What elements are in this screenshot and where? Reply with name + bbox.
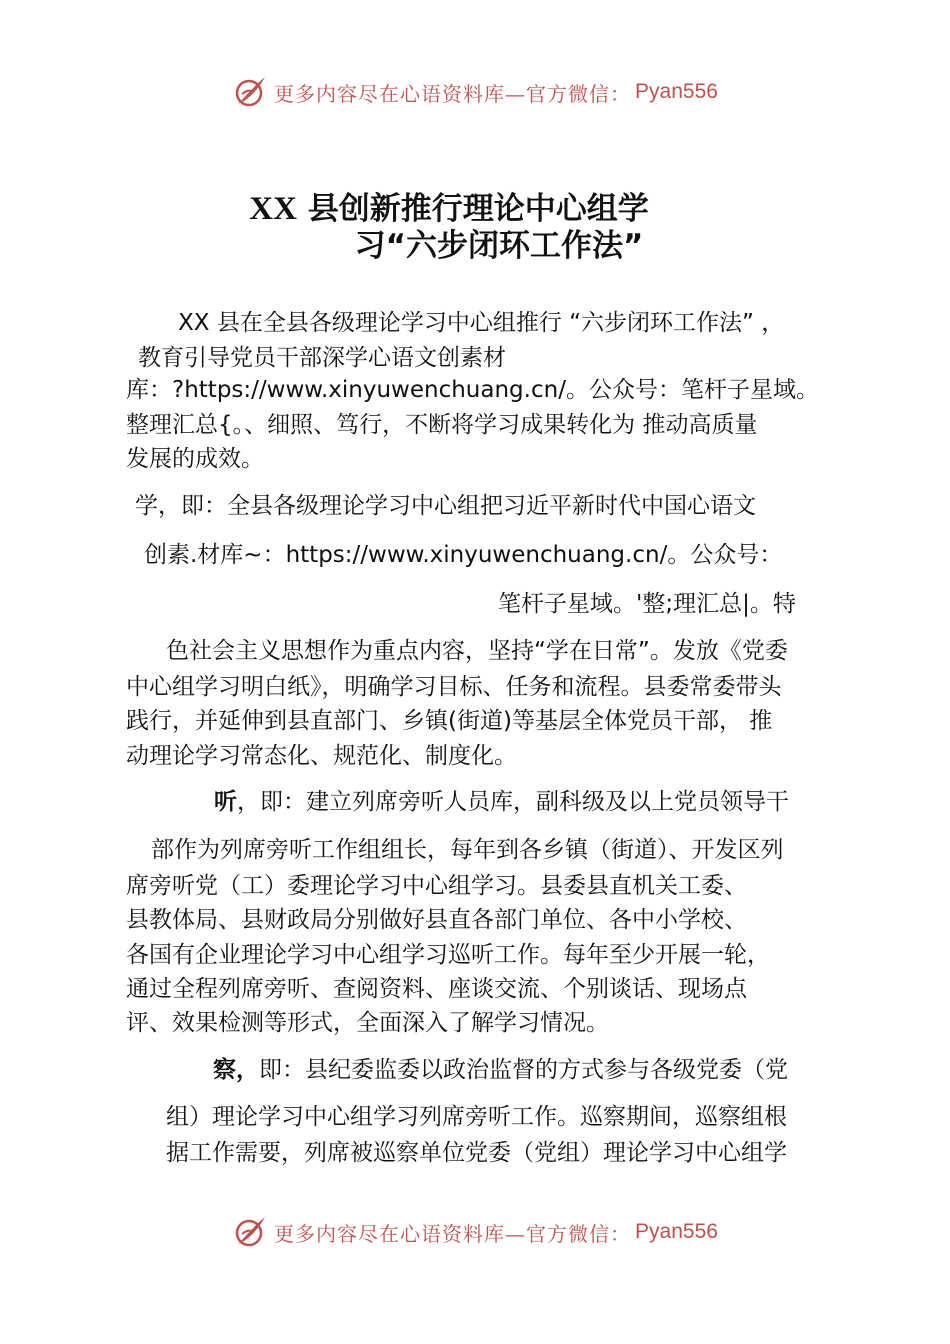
paragraph-line: 中心组学习明白纸》，明确学习目标、任务和流程。县委常委带头 [126,674,782,700]
quill-logo-icon [232,1214,268,1250]
header-watermark-id: Pyan556 [635,80,718,103]
paragraph-line: 践行，并延伸到县直部门、乡镇(街道)等基层全体党员干部， 推 [126,708,773,734]
paragraph-text: ，即：建立列席旁听人员库，副科级及以上党员领导干 [237,789,789,815]
paragraph-line: 通过全程列席旁听、查阅资料、座谈交流、个别谈话、现场点 [126,976,747,1002]
paragraph-line: 各国有企业理论学习中心组学习巡听工作。每年至少开展一轮， [126,942,770,968]
paragraph-line: 色社会主义思想作为重点内容，坚持“学在日常”。发放《党委 [166,638,788,664]
paragraph-line: 学，即：全县各级理论学习中心组把习近平新时代中国心语文 [135,493,756,519]
section-keyword: 听 [214,789,237,815]
paragraph-line: 库：?https://www.xinyuwenchuang.cn/。公众号：笔杆子星域。 [126,377,819,403]
paragraph-line [213,1055,788,1085]
paragraph-line: 席旁听党（工）委理论学习中心组学习。县委县直机关工委、 [126,873,747,899]
header-watermark-text: 更多内容尽在心语资料库—官方微信： [274,81,632,106]
paragraph-line: 创素.材库~：https://www.xinyuwenchuang.cn/。公众号： [144,542,783,568]
paragraph-line: 部作为列席旁听工作组组长，每年到各乡镇（街道）、开发区列 [151,837,784,863]
paragraph-text: 即：县纪委监委以政治监督的方式参与各级党委（党 [259,1057,788,1083]
paragraph-line [214,787,789,817]
paragraph-line: 组）理论学习中心组学习列席旁听工作。巡察期间，巡察组根 [166,1104,787,1130]
footer-watermark [0,1212,950,1252]
section-keyword: 察， [213,1057,259,1083]
paragraph-line: 整理汇总{。、细照、笃行，不断将学习成果转化为 推动高质量 [126,412,758,438]
paragraph-line: 动理论学习常态化、规范化、制度化。 [126,743,517,769]
document-title-line-2: 习“六步闭环工作法” [354,228,644,264]
paragraph-line: 评、效果检测等形式，全面深入了解学习情况。 [126,1010,609,1036]
paragraph-line: 笔杆子星域。'整;理汇总|。特 [498,591,796,617]
paragraph-line: 发展的成效。 [126,446,264,472]
paragraph-line: 县教体局、县财政局分别做好县直各部门单位、各中小学校、 [126,907,747,933]
footer-watermark-id: Pyan556 [635,1220,718,1243]
paragraph-line: XX 县在全县各级理论学习中心组推行 “六步闭环工作法” ， [178,310,785,336]
paragraph-line: 据工作需要，列席被巡察单位党委（党组）理论学习中心组学 [166,1140,787,1166]
quill-logo-icon [232,74,268,110]
paragraph-line: 教育引导党员干部深学心语文创素材 [138,345,506,371]
header-watermark [0,72,950,112]
document-title-line-1: XX 县创新推行理论中心组学 [249,191,649,227]
footer-watermark-text: 更多内容尽在心语资料库—官方微信： [274,1221,632,1246]
